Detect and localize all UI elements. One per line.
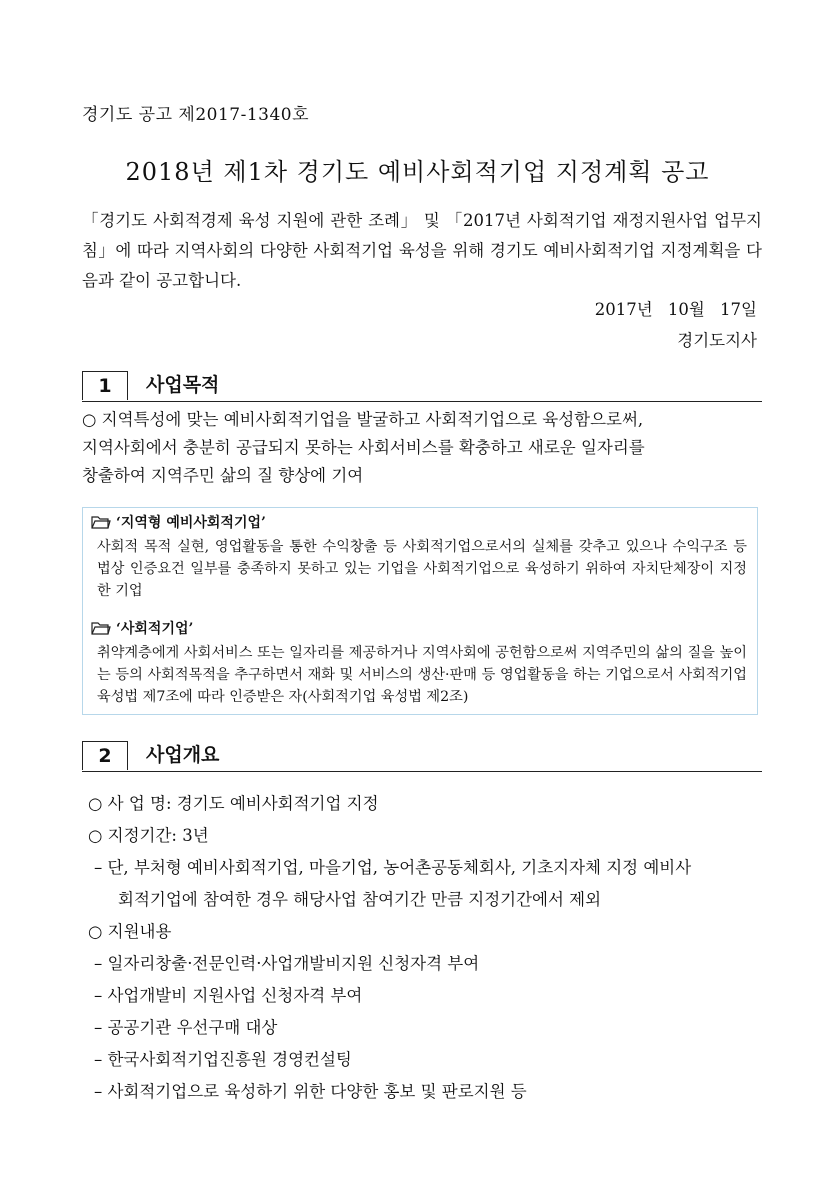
- purpose-text: [82, 406, 645, 490]
- definition-text: 취약계층에게 사회서비스 또는 일자리를 제공하거나 지역사회에 공헌함으로써 지역주민의 삶의 질을 높이는 등의 사회적목적을 추구하면서 재화 및 서비스의 생산·판매 등 영업활동을 하는 기업으로서 사회적기업육성법 제7조에 따라 인증받은 자(사회적기업 육성법 제2조): [97, 645, 747, 705]
- folder-icon: [91, 515, 111, 529]
- list-item: – 사회적기업으로 육성하기 위한 다양한 홍보 및 판로지원 등: [94, 1082, 527, 1101]
- purpose-line: 창출하여 지역주민 삶의 질 향상에 기여: [82, 466, 364, 485]
- folder-icon: [91, 621, 111, 635]
- list-item: – 한국사회적기업진흥원 경영컨설팅: [94, 1050, 352, 1069]
- document-title: 2018년 제1차 경기도 예비사회적기업 지정계획 공고: [125, 158, 710, 186]
- definition-heading: [91, 618, 193, 638]
- purpose-line: ○ 지역특성에 맞는 예비사회적기업을 발굴하고 사회적기업으로 육성함으로써,: [82, 410, 644, 429]
- section-1-header: [82, 371, 762, 402]
- notice-number: 경기도 공고 제2017-1340호: [82, 105, 310, 125]
- section-1-number: 1: [82, 371, 128, 400]
- definition-text: 사회적 목적 실현, 영업활동을 통한 수익창출 등 사회적기업으로서의 실체를 갖추고 있으나 수익구조 등 법상 인증요건 일부를 충족하지 못하고 있는 기업을 사회적기업으로 육성하기 위하여 자치단체장이 지정한 기업: [97, 539, 747, 599]
- list-item: ○ 지정기간: 3년: [88, 826, 209, 845]
- definition-box: [82, 507, 758, 715]
- list-item: – 단, 부처형 예비사회적기업, 마을기업, 농어촌공동체회사, 기초지자체 지정 예비사: [94, 858, 692, 877]
- list-item: ○ 지원내용: [88, 922, 172, 941]
- section-2-number: 2: [82, 741, 128, 770]
- list-item: ○ 사 업 명: 경기도 예비사회적기업 지정: [88, 794, 379, 813]
- list-item: 회적기업에 참여한 경우 해당사업 참여기간 만큼 지정기간에서 제외: [118, 890, 602, 909]
- section-2-title: 사업개요: [146, 744, 220, 766]
- list-item: – 공공기관 우선구매 대상: [94, 1018, 278, 1037]
- section-1-title: 사업목적: [146, 374, 220, 396]
- definition-heading: [91, 512, 266, 532]
- definition-term: ‘사회적기업’: [116, 621, 194, 637]
- list-item: – 일자리창출·전문인력·사업개발비지원 신청자격 부여: [94, 954, 480, 973]
- list-item: – 사업개발비 지원사업 신청자격 부여: [94, 986, 363, 1005]
- signer: 경기도지사: [677, 331, 757, 350]
- section-2-header: [82, 741, 762, 772]
- intro-paragraph: 「경기도 사회적경제 육성 지원에 관한 조례」 및 「2017년 사회적기업 재정지원사업 업무지침」에 따라 지역사회의 다양한 사회적기업 육성을 위해 경기도 예비사회적기업 지정계획을 다음과 같이 공고합니다.: [82, 211, 762, 290]
- definition-term: ‘지역형 예비사회적기업’: [116, 515, 266, 531]
- notice-date: 2017년 10월 17일: [594, 300, 757, 319]
- purpose-line: 지역사회에서 충분히 공급되지 못하는 사회서비스를 확충하고 새로운 일자리를: [82, 438, 645, 457]
